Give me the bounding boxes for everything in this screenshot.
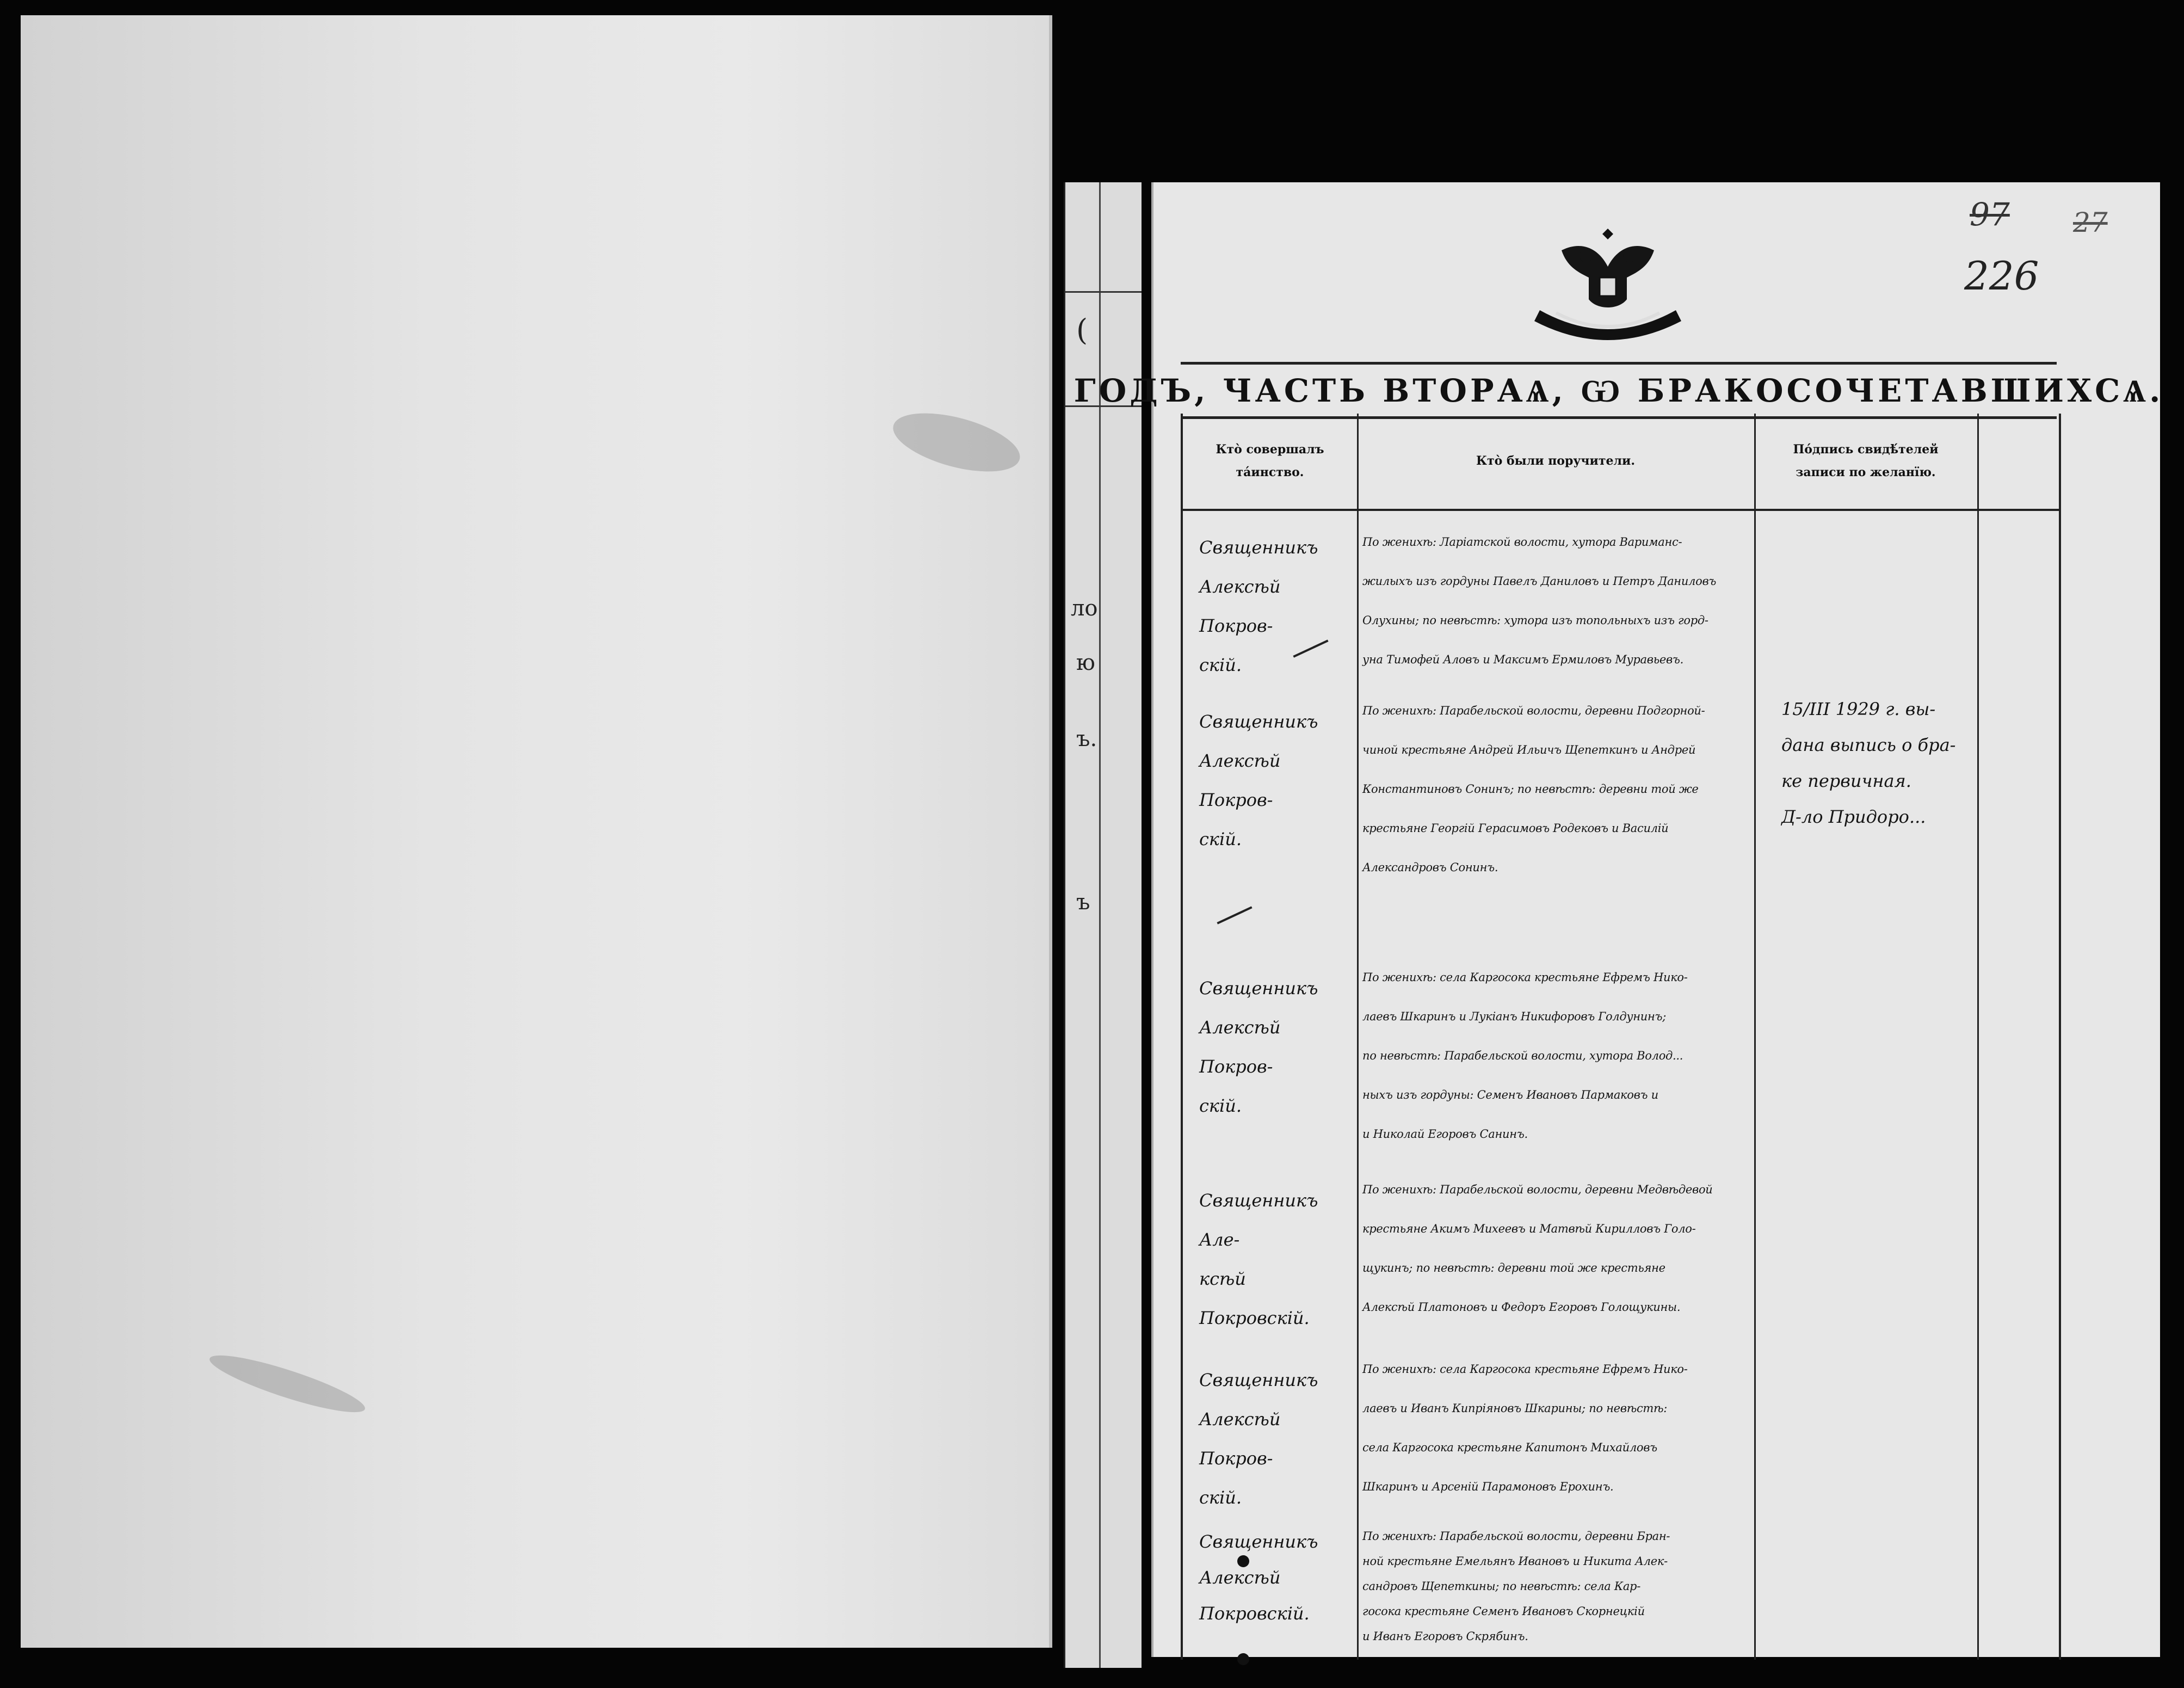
strip-mark: ( [1076, 313, 1088, 347]
header-signature [1754, 414, 1977, 509]
strip-mark: ъ [1076, 890, 1090, 915]
header-signature-line: записи по желанїю. [1796, 465, 1936, 479]
sureties-text: По женихѣ: Парабельской волости, деревни Бран- ной крестьяне Емельянъ Ивановъ и Никита Алек- сандровъ Щепеткины; по невѣстѣ: села Кар- госока крестьяне Семенъ Ивановъ Скорнецкій и Иванъ Егоровъ Скрябинъ. [1362, 1530, 1670, 1643]
strip-rule [1065, 291, 1142, 293]
page-number: 226 [1964, 253, 2039, 299]
register-title: ГОДЪ, ЧАСТЬ ВТОРАѦ, Ѡ БРАКОСОЧЕТАВШИХСѦ. [1074, 372, 2164, 409]
strip-mark: ю [1076, 650, 1095, 675]
ink-blot [1237, 1555, 1249, 1567]
witness-signature: 15/III 1929 г. вы- дана выпись о бра- ке первичная. Д-ло Придоро... [1781, 699, 1956, 827]
officiating-priest: Священникъ Але- ксѣй Покровскій. [1199, 1190, 1318, 1328]
left-blank-page [21, 15, 1052, 1648]
table-header [1183, 414, 2059, 511]
sureties-text: По женихѣ: села Каргосока крестьяне Ефремъ Нико- лаевъ и Иванъ Кипріяновъ Шкарины; по невѣстѣ: села Каргосока крестьяне Капитонъ Михайловъ Шкаринъ и Арсеній Парамоновъ Ерохинъ. [1362, 1363, 1688, 1493]
title-band [1074, 362, 2164, 419]
ink-mark [1217, 906, 1252, 924]
officiating-priest: Священникъ Алексѣй Покровскій. [1199, 1531, 1318, 1624]
header-priest-line: Кто̀ совершалъ [1216, 442, 1324, 457]
table-row [1183, 903, 2059, 1141]
officiating-priest: Священникъ Алексѣй Покров- скій. [1199, 1370, 1318, 1508]
double-headed-eagle-emblem [1518, 218, 1698, 348]
sureties-text: По женихѣ: Парабельской волости, деревни Медвѣдевой крестьяне Акимъ Михеевъ и Матвѣй Кирилловъ Голо- щукинъ; по невѣстѣ: деревни той же крестьяне Алексѣй Платоновъ и Федоръ Егоровъ Голощукины. [1362, 1183, 1713, 1314]
crossed-page-number: 97 [1970, 196, 2010, 233]
strip-mark: ъ. [1076, 726, 1097, 751]
table-row [1183, 1350, 2059, 1513]
officiating-priest: Священникъ Алексѣй Покров- скій. [1199, 978, 1318, 1116]
header-signature-line: По́дпись свидѣ́телей [1793, 442, 1939, 457]
sureties-text: По женихѣ: Парабельской волости, деревни Подгорной- чиной крестьяне Андрей Ильичъ Щепеткинъ и Андрей Константиновъ Сонинъ; по невѣстѣ: деревни той же крестьяне Георгій Герасимовъ Родековъ и Василій Александровъ Сонинъ. [1362, 704, 1705, 874]
header-sureties-line: Кто̀ были поручители. [1476, 453, 1635, 468]
table-row [1183, 691, 2059, 898]
crossed-page-number-secondary: 27 [2073, 207, 2108, 238]
sureties-text: По женихѣ: Ларіатской волости, хутора Вариманс- жилыхъ изъ гордуны Павелъ Даниловъ и Петръ Даниловъ Олухины; по невѣстѣ: хутора изъ топольныхъ изъ горд- уна Тимофей Аловъ и Максимъ Ермиловъ Муравьевъ. [1362, 535, 1717, 666]
paper-stain [887, 402, 1026, 483]
table-row [1183, 1170, 2059, 1333]
strip-mark: ло [1071, 596, 1098, 621]
officiating-priest: Священникъ Алексѣй Покров- скій. [1199, 711, 1318, 849]
header-priest [1183, 414, 1357, 509]
officiating-priest: Священникъ Алексѣй Покров- скій. [1199, 537, 1318, 675]
marriage-register-table [1181, 414, 2061, 1660]
sureties-text: По женихѣ: села Каргосока крестьяне Ефремъ Нико- лаевъ Шкаринъ и Лукіанъ Никифоровъ Голдунинъ; по невѣстѣ: Парабельской волости, хутора Волод... ныхъ изъ гордуны: Семенъ Ивановъ Пармаковъ и и Николай Егоровъ Санинъ. [1362, 971, 1688, 1141]
table-row [1183, 522, 2059, 686]
header-sureties [1357, 414, 1754, 509]
paper-stain [206, 1346, 369, 1422]
ink-blot [1237, 1653, 1249, 1665]
table-row [1183, 1524, 2059, 1654]
header-priest-line: та́инство. [1236, 465, 1304, 479]
